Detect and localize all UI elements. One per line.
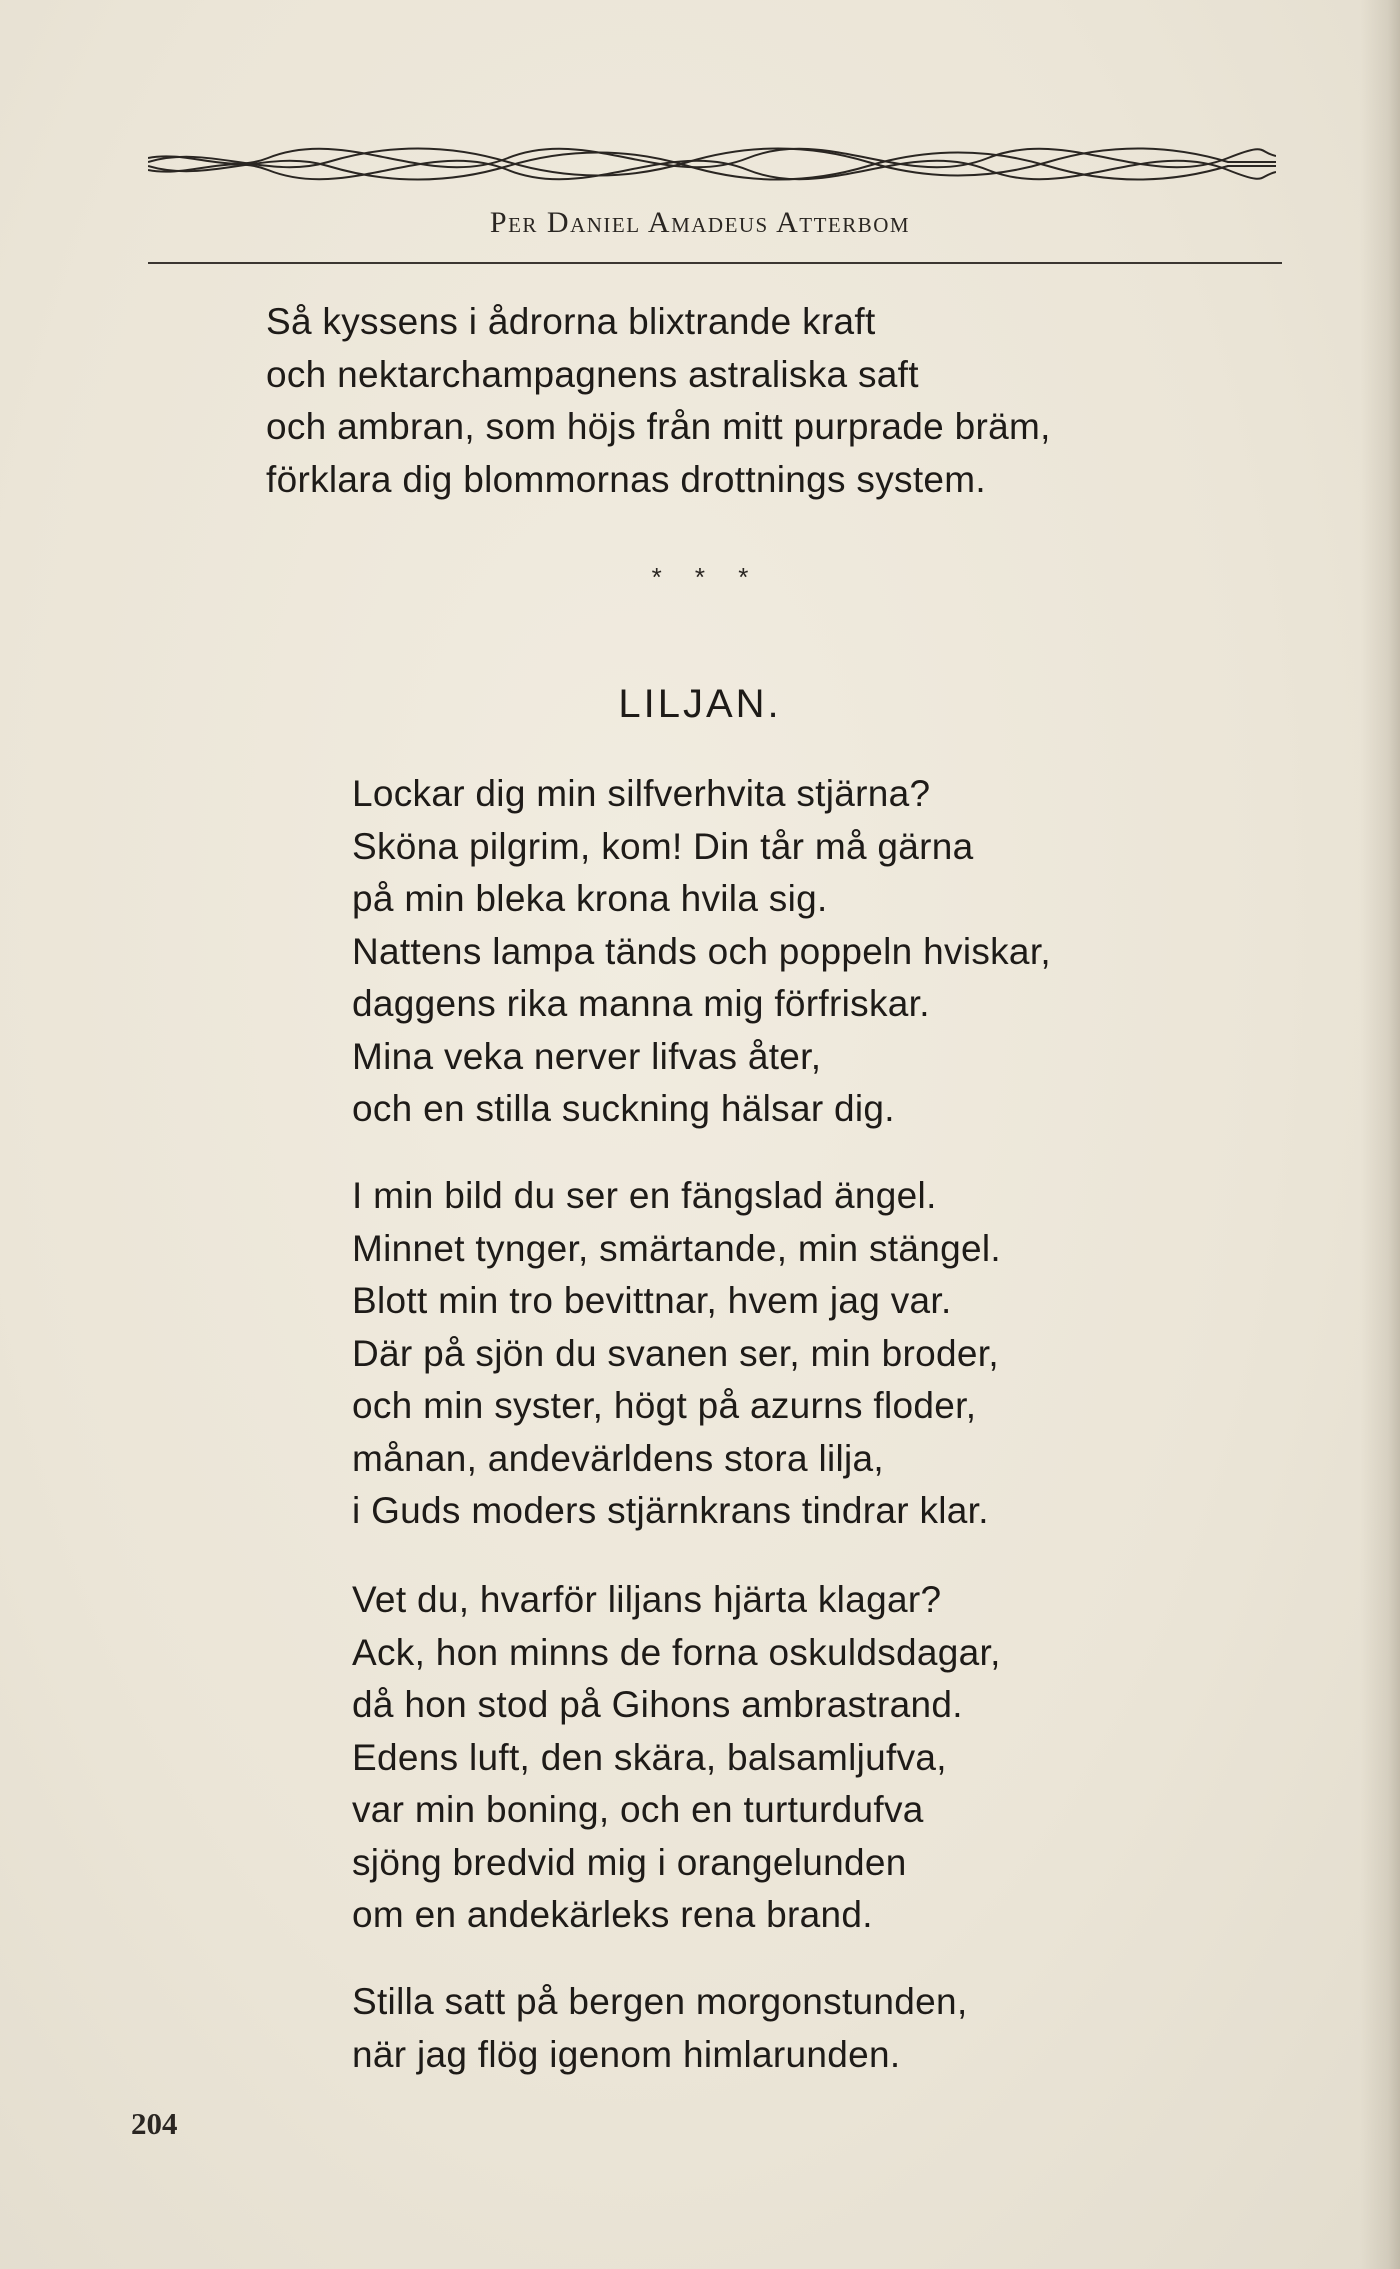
verse-line: och nektarchampagnens astraliska saft — [266, 353, 919, 395]
verse-line: daggens rika manna mig förfriskar. — [352, 983, 930, 1024]
poem-title: LILJAN. — [618, 682, 782, 726]
stanza-2 — [352, 1170, 1001, 1538]
verse-line: Mina veka nerver lifvas åter, — [352, 1035, 822, 1077]
verse-line: Nattens lampa tänds och poppeln hviskar, — [352, 930, 1051, 972]
stanza-1 — [352, 768, 1051, 1136]
verse-line: Lockar dig min silfverhvita stjärna? — [352, 773, 931, 814]
running-head-author: Per Daniel Amadeus Atterbom — [489, 206, 911, 239]
running-head — [0, 206, 1400, 240]
page-number: 204 — [131, 2106, 178, 2141]
previous-poem-ending — [266, 296, 1051, 506]
verse-line: då hon stod på Gihons ambrastrand. — [352, 1684, 963, 1725]
verse-line: Blott min tro bevittnar, hvem jag var. — [352, 1280, 952, 1321]
verse-line: Minnet tynger, smärtande, min stängel. — [352, 1227, 1001, 1269]
stanza-3 — [352, 1574, 1001, 1942]
verse-line: och en stilla suckning hälsar dig. — [352, 1088, 895, 1129]
verse-line: och min syster, högt på azurns floder, — [352, 1385, 977, 1426]
verse-line: när jag flög igenom himlarunden. — [352, 2033, 901, 2075]
verse-line: i Guds moders stjärnkrans tindrar klar. — [352, 1490, 989, 1531]
page-edge-shadow — [1360, 0, 1400, 2269]
verse-line: och ambran, som höjs från mitt purprade bräm, — [266, 406, 1051, 447]
verse-line: månan, andevärldens stora lilja, — [352, 1437, 885, 1479]
verse-line: om en andekärleks rena brand. — [352, 1894, 873, 1935]
section-separator: * * * — [651, 562, 749, 592]
verse-line: var min boning, och en turturdufva — [352, 1789, 924, 1830]
verse-line: Ack, hon minns de forna oskuldsdagar, — [352, 1631, 1001, 1673]
header-rule — [148, 262, 1282, 264]
stanza-4 — [352, 1976, 968, 2081]
verse-line: Så kyssens i ådrorna blixtrande kraft — [266, 301, 876, 342]
verse-line: I min bild du ser en fängslad ängel. — [352, 1175, 937, 1216]
verse-line: Sköna pilgrim, kom! Din tår må gärna — [352, 825, 974, 867]
verse-line: förklara dig blommornas drottnings system. — [266, 458, 986, 500]
decorative-header-ornament — [148, 140, 1276, 188]
verse-line: på min bleka krona hvila sig. — [352, 878, 828, 919]
verse-line: Stilla satt på bergen morgonstunden, — [352, 1981, 968, 2022]
verse-line: sjöng bredvid mig i orangelunden — [352, 1841, 907, 1883]
verse-line: Edens luft, den skära, balsamljufva, — [352, 1736, 947, 1778]
verse-line: Där på sjön du svanen ser, min broder, — [352, 1332, 999, 1374]
verse-line: Vet du, hvarför liljans hjärta klagar? — [352, 1579, 942, 1620]
